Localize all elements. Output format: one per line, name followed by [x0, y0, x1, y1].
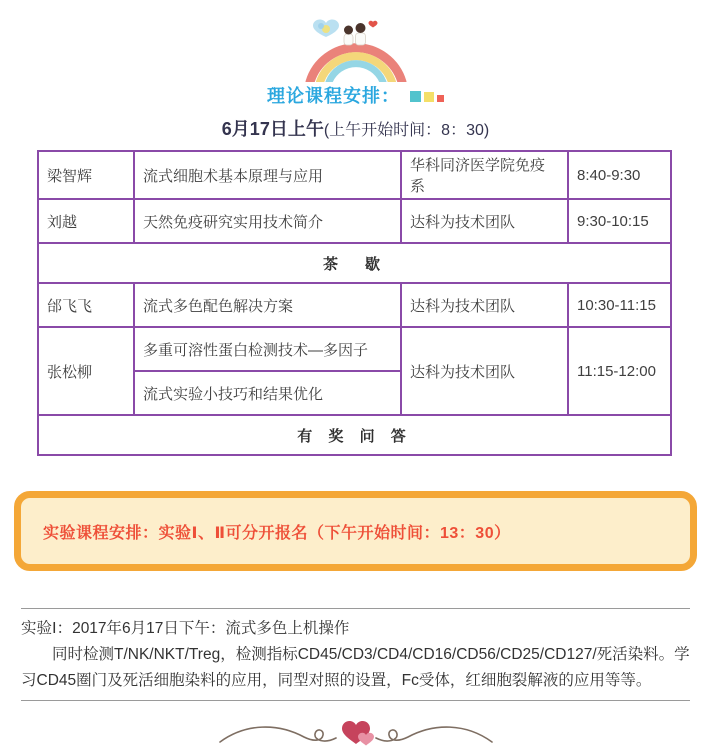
date-heading-bold: 6月17日上午	[221, 119, 324, 139]
org-cell: 达科为技术团队	[401, 283, 568, 327]
yellow-square-icon	[424, 92, 434, 102]
table-row	[38, 327, 671, 371]
date-heading	[0, 115, 711, 141]
speaker-cell: 梁智辉	[38, 151, 134, 199]
table-row	[38, 151, 671, 199]
divider-line-bottom	[21, 700, 690, 701]
rainbow-kids-icon	[296, 10, 416, 82]
course-cell: 流式多色配色解决方案	[134, 283, 401, 327]
course-cell: 多重可溶性蛋白检测技术—多因子	[134, 327, 401, 371]
time-cell: 8:40-9:30	[568, 151, 671, 199]
speaker-cell: 张松柳	[38, 327, 134, 415]
prize-qa-row	[38, 415, 671, 455]
course-cell: 天然免疫研究实用技术简介	[134, 199, 401, 243]
org-cell: 达科为技术团队	[401, 327, 568, 415]
experiment-detail-line: 同时检测T/NK/NKT/Treg，检测指标CD45/CD3/CD4/CD16/CD56/CD25/CD127/死活染料。学习CD45圈门及死活细胞染料的应用，同型对照的设置，Fc受体，红细胞裂解液的应用等等。	[21, 646, 690, 689]
footer-decoration	[0, 709, 711, 747]
course-cell: 流式实验小技巧和结果优化	[134, 371, 401, 415]
teal-square-icon	[410, 91, 421, 102]
schedule-table	[37, 150, 672, 456]
time-cell: 9:30-10:15	[568, 199, 671, 243]
experiment-banner	[14, 491, 697, 571]
section-title	[0, 82, 711, 108]
tea-break-label: 茶 歇	[38, 243, 671, 283]
time-cell: 10:30-11:15	[568, 283, 671, 327]
date-heading-rest: (上午开始时间：8：30)	[323, 122, 490, 139]
speaker-cell: 刘越	[38, 199, 134, 243]
course-cell: 流式细胞术基本原理与应用	[134, 151, 401, 199]
org-cell: 华科同济医学院免疫系	[401, 151, 568, 199]
experiment-description	[21, 609, 690, 700]
time-cell: 11:15-12:00	[568, 327, 671, 415]
hero-section	[0, 0, 711, 82]
red-square-icon	[437, 95, 444, 102]
tea-break-row	[38, 243, 671, 283]
table-row	[38, 283, 671, 327]
experiment-title-line: 实验Ⅰ：2017年6月17日下午：流式多色上机操作	[21, 620, 350, 637]
prize-qa-label: 有 奖 问 答	[38, 415, 671, 455]
speaker-cell: 邰飞飞	[38, 283, 134, 327]
hearts-swirl-divider-icon	[216, 709, 496, 747]
experiment-banner-text: 实验课程安排：实验Ⅰ、Ⅱ可分开报名（下午开始时间：13：30）	[43, 524, 511, 542]
section-title-text: 理论课程安排：	[267, 86, 400, 106]
org-cell: 达科为技术团队	[401, 199, 568, 243]
table-row	[38, 199, 671, 243]
